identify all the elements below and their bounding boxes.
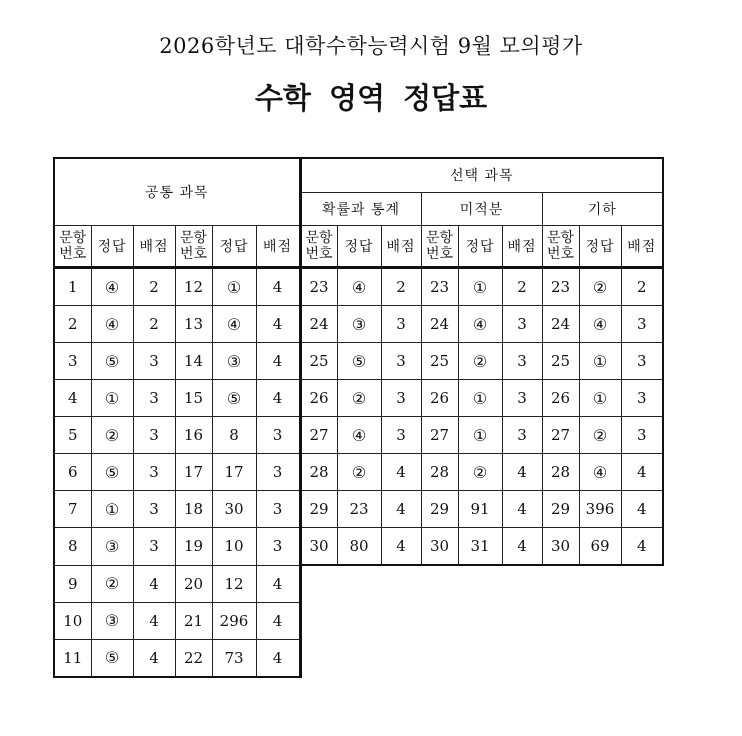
points-cell: 4 — [621, 528, 663, 566]
question-number-cell: 9 — [54, 565, 91, 602]
points-cell: 3 — [256, 491, 300, 528]
question-number-cell: 21 — [175, 602, 212, 639]
question-number-cell: 23 — [300, 268, 337, 306]
points-cell: 4 — [133, 565, 175, 602]
column-header-question-number: 문항 번호 — [421, 226, 458, 268]
column-header-answer: 정답 — [579, 226, 621, 268]
answer-cell: ② — [91, 417, 133, 454]
question-number-cell: 6 — [54, 454, 91, 491]
empty-cell — [421, 602, 458, 639]
table-row — [54, 306, 663, 343]
question-number-cell: 25 — [300, 343, 337, 380]
answer-cell: ① — [212, 268, 256, 306]
points-cell: 4 — [502, 491, 542, 528]
table-row — [54, 491, 663, 528]
points-cell: 2 — [381, 268, 421, 306]
answer-cell: ③ — [91, 602, 133, 639]
points-cell: 4 — [621, 454, 663, 491]
answer-cell: ④ — [212, 306, 256, 343]
column-header-answer: 정답 — [458, 226, 502, 268]
question-number-cell: 29 — [421, 491, 458, 528]
empty-cell — [381, 565, 421, 602]
points-cell: 3 — [133, 528, 175, 566]
answer-cell: ② — [579, 268, 621, 306]
table-row — [54, 602, 663, 639]
answer-cell: 69 — [579, 528, 621, 566]
question-number-cell: 15 — [175, 380, 212, 417]
points-cell: 3 — [502, 380, 542, 417]
answer-cell: ⑤ — [91, 343, 133, 380]
answer-cell: ④ — [337, 417, 381, 454]
question-number-cell: 28 — [421, 454, 458, 491]
answer-cell: 73 — [212, 639, 256, 677]
question-number-cell: 7 — [54, 491, 91, 528]
points-cell: 3 — [133, 491, 175, 528]
points-cell: 3 — [381, 343, 421, 380]
empty-cell — [300, 565, 337, 602]
question-number-cell: 17 — [175, 454, 212, 491]
empty-cell — [381, 602, 421, 639]
question-number-cell: 11 — [54, 639, 91, 677]
points-cell: 2 — [133, 306, 175, 343]
answer-cell: ⑤ — [337, 343, 381, 380]
answer-cell: 10 — [212, 528, 256, 566]
points-cell: 3 — [381, 380, 421, 417]
answer-cell: ② — [337, 454, 381, 491]
points-cell: 4 — [381, 491, 421, 528]
question-number-cell: 23 — [421, 268, 458, 306]
column-header-question-number: 문항 번호 — [175, 226, 212, 268]
question-number-cell: 26 — [300, 380, 337, 417]
points-cell: 4 — [502, 454, 542, 491]
common-subject-header: 공통 과목 — [54, 158, 300, 226]
points-cell: 4 — [381, 528, 421, 566]
points-cell: 4 — [381, 454, 421, 491]
question-number-cell: 27 — [542, 417, 579, 454]
empty-cell — [579, 565, 621, 602]
answer-cell: ① — [458, 417, 502, 454]
question-number-cell: 19 — [175, 528, 212, 566]
question-number-cell: 26 — [542, 380, 579, 417]
points-cell: 3 — [381, 417, 421, 454]
points-cell: 3 — [133, 417, 175, 454]
answer-cell: 80 — [337, 528, 381, 566]
question-number-cell: 20 — [175, 565, 212, 602]
points-cell: 4 — [256, 380, 300, 417]
empty-cell — [579, 602, 621, 639]
points-cell: 2 — [133, 268, 175, 306]
answer-cell: ④ — [91, 306, 133, 343]
question-number-cell: 2 — [54, 306, 91, 343]
answer-cell: ① — [91, 491, 133, 528]
empty-cell — [542, 602, 579, 639]
question-number-cell: 16 — [175, 417, 212, 454]
answer-cell: 12 — [212, 565, 256, 602]
empty-cell — [381, 639, 421, 677]
empty-cell — [542, 639, 579, 677]
table-row — [54, 380, 663, 417]
points-cell: 3 — [133, 454, 175, 491]
table-row — [54, 565, 663, 602]
question-number-cell: 13 — [175, 306, 212, 343]
points-cell: 3 — [621, 417, 663, 454]
question-number-cell: 25 — [542, 343, 579, 380]
elective-subject-header: 선택 과목 — [300, 158, 663, 192]
points-cell: 4 — [256, 306, 300, 343]
answer-cell: ④ — [579, 306, 621, 343]
points-cell: 3 — [621, 380, 663, 417]
points-cell: 3 — [502, 417, 542, 454]
question-number-cell: 28 — [300, 454, 337, 491]
points-cell: 4 — [256, 565, 300, 602]
empty-cell — [621, 565, 663, 602]
empty-cell — [337, 565, 381, 602]
answer-cell: ② — [458, 454, 502, 491]
empty-cell — [579, 639, 621, 677]
column-header-points: 배점 — [502, 226, 542, 268]
empty-cell — [621, 602, 663, 639]
answer-cell: ③ — [91, 528, 133, 566]
question-number-cell: 10 — [54, 602, 91, 639]
answer-cell: ② — [337, 380, 381, 417]
answer-cell: ② — [458, 343, 502, 380]
empty-cell — [502, 602, 542, 639]
empty-cell — [458, 602, 502, 639]
points-cell: 3 — [621, 306, 663, 343]
table-row — [54, 268, 663, 306]
answer-cell: ④ — [91, 268, 133, 306]
answer-cell: ① — [458, 380, 502, 417]
answer-cell: 23 — [337, 491, 381, 528]
points-cell: 4 — [502, 528, 542, 566]
question-number-cell: 28 — [542, 454, 579, 491]
column-header-points: 배점 — [133, 226, 175, 268]
answer-cell: 17 — [212, 454, 256, 491]
points-cell: 3 — [133, 343, 175, 380]
question-number-cell: 30 — [300, 528, 337, 566]
points-cell: 3 — [381, 306, 421, 343]
answer-cell: ④ — [337, 268, 381, 306]
answer-cell: ① — [579, 343, 621, 380]
column-header-points: 배점 — [256, 226, 300, 268]
empty-cell — [421, 565, 458, 602]
answer-cell: 30 — [212, 491, 256, 528]
column-header-question-number: 문항 번호 — [542, 226, 579, 268]
question-number-cell: 8 — [54, 528, 91, 566]
table-row — [54, 528, 663, 566]
answer-table — [53, 157, 664, 678]
empty-cell — [300, 602, 337, 639]
points-cell: 2 — [502, 268, 542, 306]
column-header-question-number: 문항 번호 — [300, 226, 337, 268]
answer-cell: ③ — [212, 343, 256, 380]
question-number-cell: 30 — [542, 528, 579, 566]
empty-cell — [337, 602, 381, 639]
answer-cell: ④ — [579, 454, 621, 491]
empty-cell — [421, 639, 458, 677]
empty-cell — [502, 565, 542, 602]
question-number-cell: 14 — [175, 343, 212, 380]
empty-cell — [458, 639, 502, 677]
points-cell: 4 — [256, 343, 300, 380]
elective-calculus-header: 미적분 — [421, 192, 542, 226]
question-number-cell: 27 — [300, 417, 337, 454]
points-cell: 3 — [621, 343, 663, 380]
question-number-cell: 24 — [421, 306, 458, 343]
elective-probability-statistics-header: 확률과 통계 — [300, 192, 421, 226]
answer-cell: ④ — [458, 306, 502, 343]
empty-cell — [621, 639, 663, 677]
points-cell: 4 — [133, 602, 175, 639]
question-number-cell: 24 — [542, 306, 579, 343]
points-cell: 4 — [256, 602, 300, 639]
points-cell: 3 — [502, 343, 542, 380]
answer-cell: ⑤ — [212, 380, 256, 417]
points-cell: 4 — [133, 639, 175, 677]
points-cell: 3 — [502, 306, 542, 343]
question-number-cell: 27 — [421, 417, 458, 454]
question-number-cell: 22 — [175, 639, 212, 677]
table-row — [54, 639, 663, 677]
question-number-cell: 5 — [54, 417, 91, 454]
answer-cell: ② — [579, 417, 621, 454]
answer-cell: ② — [91, 565, 133, 602]
empty-cell — [502, 639, 542, 677]
points-cell: 4 — [256, 639, 300, 677]
table-row — [54, 343, 663, 380]
points-cell: 3 — [133, 380, 175, 417]
answer-cell: ① — [579, 380, 621, 417]
question-number-cell: 1 — [54, 268, 91, 306]
column-header-answer: 정답 — [212, 226, 256, 268]
empty-cell — [458, 565, 502, 602]
points-cell: 4 — [256, 268, 300, 306]
question-number-cell: 18 — [175, 491, 212, 528]
answer-cell: ③ — [337, 306, 381, 343]
points-cell: 3 — [256, 528, 300, 566]
question-number-cell: 12 — [175, 268, 212, 306]
elective-geometry-header: 기하 — [542, 192, 663, 226]
column-header-answer: 정답 — [91, 226, 133, 268]
empty-cell — [542, 565, 579, 602]
answer-cell: ① — [91, 380, 133, 417]
question-number-cell: 29 — [300, 491, 337, 528]
question-number-cell: 4 — [54, 380, 91, 417]
points-cell: 4 — [621, 491, 663, 528]
answer-cell: 91 — [458, 491, 502, 528]
column-header-points: 배점 — [621, 226, 663, 268]
question-number-cell: 23 — [542, 268, 579, 306]
exam-subtitle: 2026학년도 대학수학능력시험 9월 모의평가 — [159, 34, 583, 58]
column-header-answer: 정답 — [337, 226, 381, 268]
column-header-points: 배점 — [381, 226, 421, 268]
column-header-question-number: 문항 번호 — [54, 226, 91, 268]
question-number-cell: 3 — [54, 343, 91, 380]
answer-cell: 31 — [458, 528, 502, 566]
question-number-cell: 26 — [421, 380, 458, 417]
answer-cell: ① — [458, 268, 502, 306]
table-row — [54, 454, 663, 491]
points-cell: 2 — [621, 268, 663, 306]
answer-cell: 396 — [579, 491, 621, 528]
points-cell: 3 — [256, 417, 300, 454]
points-cell: 3 — [256, 454, 300, 491]
answer-cell: ⑤ — [91, 639, 133, 677]
question-number-cell: 25 — [421, 343, 458, 380]
empty-cell — [300, 639, 337, 677]
question-number-cell: 24 — [300, 306, 337, 343]
table-row — [54, 417, 663, 454]
question-number-cell: 29 — [542, 491, 579, 528]
answer-cell: ⑤ — [91, 454, 133, 491]
page-title: 수학 영역 정답표 — [254, 81, 488, 115]
question-number-cell: 30 — [421, 528, 458, 566]
answer-cell: 8 — [212, 417, 256, 454]
empty-cell — [337, 639, 381, 677]
answer-cell: 296 — [212, 602, 256, 639]
